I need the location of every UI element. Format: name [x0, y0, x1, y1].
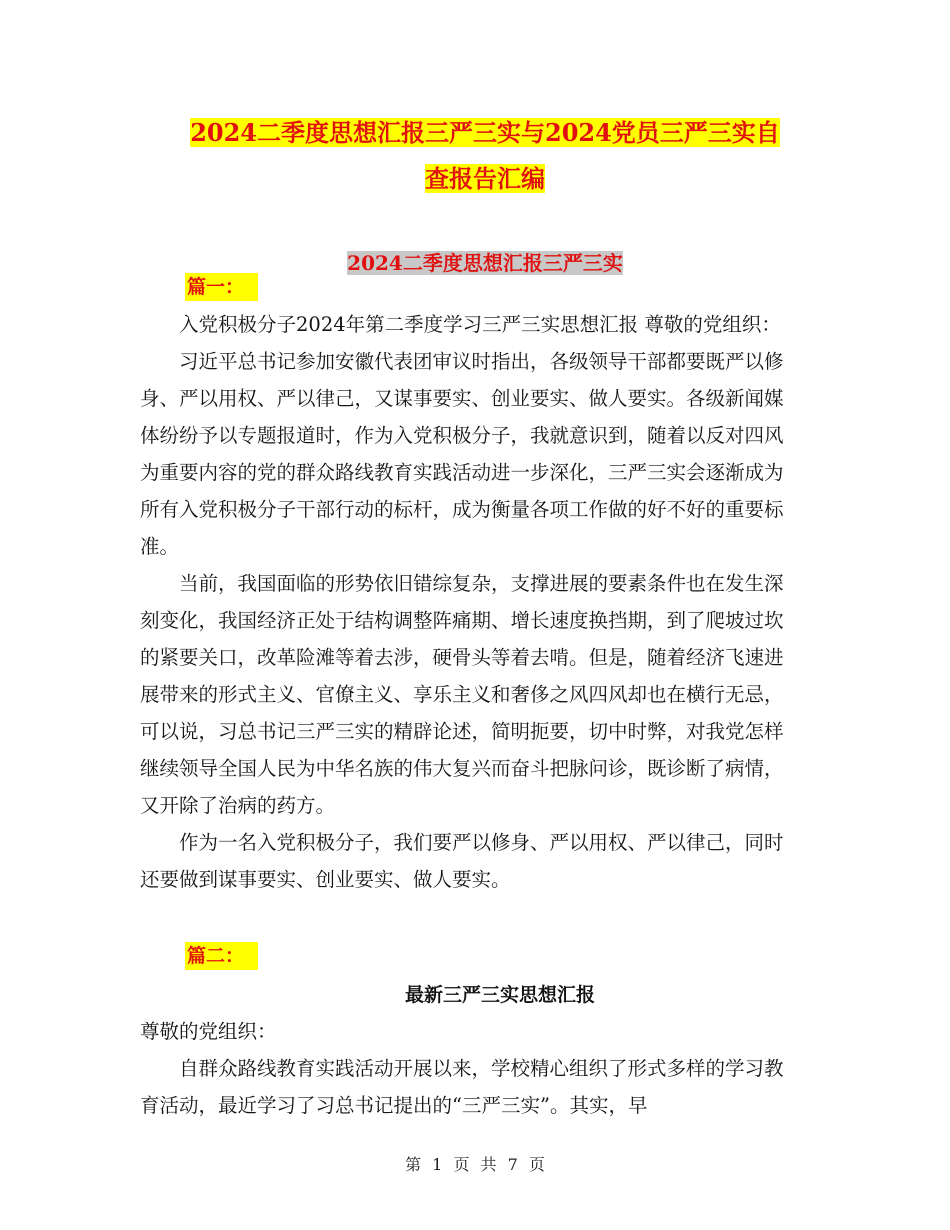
paragraph: 习近平总书记参加安徽代表团审议时指出，各级领导干部都要既严以修身、严以用权、严以律己，又谋事要实、创业要实、做人要实。各级新闻媒体纷纷予以专题报道时，作为入党积极分子，我就意识到，随着以反对四风为重要内容的党的群众路线教育实践活动进一步深化，三严三实会逐渐成为所有入党积极分子干部行动的标杆，成为衡量各项工作做的好不好的重要标准。: [140, 350, 784, 558]
document-title: [140, 110, 830, 202]
part1-body: [140, 306, 800, 898]
paragraph: 自群众路线教育实践活动开展以来，学校精心组织了形式多样的学习教育活动，最近学习了习总书记提出的“三严三实”。其实，早: [140, 1057, 784, 1117]
part2-body: [140, 1050, 800, 1124]
salutation: 尊敬的党组织：: [140, 1020, 277, 1043]
part2-subtitle: 最新三严三实思想汇报: [404, 984, 595, 1006]
paragraph: 作为一名入党积极分子，我们要严以修身、严以用权、严以律己，同时还要做到谋事要实、创业要实、做人要实。: [140, 831, 784, 891]
document-title-line2: 查报告汇编: [425, 164, 545, 193]
document-title-line1: 2024二季度思想汇报三严三实与2024党员三严三实自: [190, 118, 780, 147]
section-title-text: 2024二季度思想汇报三严三实: [347, 251, 623, 275]
part2-label: 篇二：: [185, 942, 258, 970]
paragraph: 入党积极分子2024年第二季度学习三严三实思想汇报 尊敬的党组织：: [179, 313, 781, 336]
part1-label: 篇一：: [185, 273, 258, 301]
page-footer: 第 1 页 共 7 页: [405, 1155, 545, 1174]
paragraph: 当前，我国面临的形势依旧错综复杂，支撑进展的要素条件也在发生深刻变化，我国经济正处于结构调整阵痛期、增长速度换挡期，到了爬坡过坎的紧要关口，改革险滩等着去涉，硬骨头等着去啃。但是，随着经济飞速进展带来的形式主义、官僚主义、享乐主义和奢侈之风四风却也在横行无忌，可以说，习总书记三严三实的精辟论述，简明扼要，切中时弊，对我党怎样继续领导全国人民为中华名族的伟大复兴而奋斗把脉问诊，既诊断了病情，又开除了治病的药方。: [140, 572, 784, 817]
